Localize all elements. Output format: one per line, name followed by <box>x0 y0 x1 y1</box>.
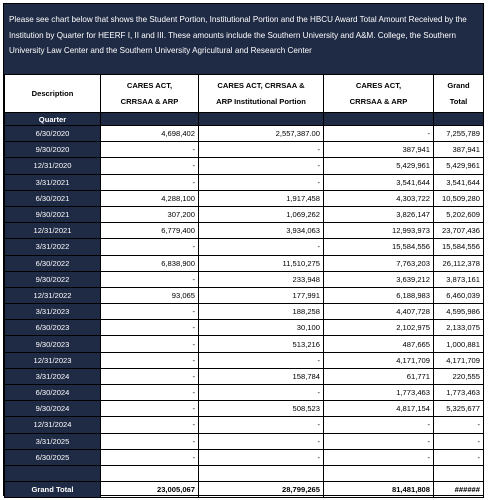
quarter-date-cell: 6/30/2022 <box>5 255 101 271</box>
grand-total-cell: 2,133,075 <box>434 320 484 336</box>
table-row <box>5 304 484 320</box>
grand-total-cell: 1,000,881 <box>434 336 484 352</box>
quarter-date-cell: 12/31/2021 <box>5 223 101 239</box>
student-portion-cell: - <box>101 368 199 384</box>
grand-total-cell: 4,171,709 <box>434 352 484 368</box>
grand-total-cell: 26,112,378 <box>434 255 484 271</box>
quarter-date-cell: 9/30/2022 <box>5 271 101 287</box>
table-row <box>5 174 484 190</box>
grand-total-cell: 5,429,961 <box>434 158 484 174</box>
hbcu-award-cell: - <box>324 126 434 142</box>
student-header-line2: CRRSAA & ARP <box>120 96 179 106</box>
table-row <box>5 433 484 449</box>
grand-total-cell: - <box>434 449 484 465</box>
quarter-date-cell: 3/31/2021 <box>5 174 101 190</box>
total-hbcu-cell: 81,481,808 <box>324 481 434 497</box>
institutional-portion-cell: 158,784 <box>199 368 324 384</box>
student-portion-cell: - <box>101 449 199 465</box>
grand-total-cell: 7,255,789 <box>434 126 484 142</box>
institutional-portion-cell: 3,934,063 <box>199 223 324 239</box>
student-portion-cell: - <box>101 239 199 255</box>
hbcu-award-cell: 4,817,154 <box>324 401 434 417</box>
student-portion-cell: - <box>101 174 199 190</box>
hbcu-award-cell: - <box>324 449 434 465</box>
grand-total-cell: 5,325,677 <box>434 401 484 417</box>
quarter-date-cell: 12/31/2024 <box>5 417 101 433</box>
institutional-portion-cell: 233,948 <box>199 271 324 287</box>
quarter-date-cell: 6/30/2020 <box>5 126 101 142</box>
hbcu-award-cell: 61,771 <box>324 368 434 384</box>
grand-total-cell: 220,555 <box>434 368 484 384</box>
quarter-date-cell: 3/31/2022 <box>5 239 101 255</box>
quarter-date-cell: 3/31/2023 <box>5 304 101 320</box>
student-portion-cell: - <box>101 142 199 158</box>
hbcu-award-cell: 2,102,975 <box>324 320 434 336</box>
grand-total-header <box>434 75 484 113</box>
institutional-portion-cell: - <box>199 417 324 433</box>
total-student-cell: 23,005,067 <box>101 481 199 497</box>
table-row <box>5 239 484 255</box>
blank-cell <box>434 465 484 481</box>
institutional-portion-cell: - <box>199 352 324 368</box>
institutional-portion-cell: 513,216 <box>199 336 324 352</box>
table-row <box>5 223 484 239</box>
institutional-portion-cell: - <box>199 142 324 158</box>
quarter-date-cell: 6/30/2025 <box>5 449 101 465</box>
student-portion-cell: - <box>101 385 199 401</box>
hbcu-award-cell: 4,171,709 <box>324 352 434 368</box>
table-row <box>5 287 484 303</box>
quarter-date-cell: 12/31/2022 <box>5 287 101 303</box>
institutional-header-line2: ARP Institutional Portion <box>216 96 306 106</box>
institutional-portion-cell: - <box>199 158 324 174</box>
student-portion-cell: - <box>101 304 199 320</box>
hbcu-award-cell: 387,941 <box>324 142 434 158</box>
grand-total-cell: - <box>434 417 484 433</box>
student-portion-cell: 93,065 <box>101 287 199 303</box>
table-row <box>5 401 484 417</box>
quarter-label-row <box>5 113 484 126</box>
quarter-date-cell: 12/31/2020 <box>5 158 101 174</box>
grand-total-cell: 15,584,556 <box>434 239 484 255</box>
student-portion-cell: - <box>101 336 199 352</box>
student-portion-cell: - <box>101 401 199 417</box>
hbcu-award-cell: 6,188,983 <box>324 287 434 303</box>
quarter-date-cell: 9/30/2023 <box>5 336 101 352</box>
table-row <box>5 271 484 287</box>
student-portion-cell: 307,200 <box>101 206 199 222</box>
grand-total-cell: 5,202,609 <box>434 206 484 222</box>
heerf-quarterly-table <box>4 74 484 498</box>
student-portion-cell: - <box>101 417 199 433</box>
institutional-portion-cell: - <box>199 449 324 465</box>
hbcu-award-cell: 12,993,973 <box>324 223 434 239</box>
table-row <box>5 255 484 271</box>
report-frame <box>3 3 484 496</box>
grand-total-cell: 6,460,039 <box>434 287 484 303</box>
quarter-row-cell <box>324 113 434 126</box>
quarter-date-cell: 9/30/2021 <box>5 206 101 222</box>
description-header: Description <box>5 75 101 113</box>
institutional-portion-cell: 188,258 <box>199 304 324 320</box>
grand-total-cell: - <box>434 433 484 449</box>
student-portion-cell: - <box>101 320 199 336</box>
quarter-row-cell <box>101 113 199 126</box>
header-row <box>5 75 484 113</box>
quarter-date-cell: 3/31/2024 <box>5 368 101 384</box>
quarter-date-cell: 9/30/2024 <box>5 401 101 417</box>
hbcu-award-cell: 3,826,147 <box>324 206 434 222</box>
table-row <box>5 206 484 222</box>
table-row <box>5 352 484 368</box>
table-row <box>5 142 484 158</box>
blank-cell <box>324 465 434 481</box>
table-row <box>5 126 484 142</box>
institutional-portion-cell: - <box>199 174 324 190</box>
grand-total-cell: 23,707,436 <box>434 223 484 239</box>
quarter-date-cell: 12/31/2023 <box>5 352 101 368</box>
grand-total-header-line2: Total <box>449 96 468 106</box>
quarter-date-cell: 6/30/2024 <box>5 385 101 401</box>
hbcu-award-cell: 3,639,212 <box>324 271 434 287</box>
blank-cell <box>101 465 199 481</box>
total-institutional-cell: 28,799,265 <box>199 481 324 497</box>
hbcu-header-line1: CARES ACT, <box>355 80 402 90</box>
table-row <box>5 158 484 174</box>
hbcu-award-cell: 487,665 <box>324 336 434 352</box>
student-portion-cell: 6,838,900 <box>101 255 199 271</box>
blank-cell <box>199 465 324 481</box>
institutional-portion-cell: - <box>199 385 324 401</box>
institutional-portion-cell: 11,510,275 <box>199 255 324 271</box>
student-portion-cell: 6,779,400 <box>101 223 199 239</box>
hbcu-award-cell: 15,584,556 <box>324 239 434 255</box>
institutional-portion-header <box>199 75 324 113</box>
total-grand-cell: ###### <box>434 481 484 497</box>
quarter-date-cell: 6/30/2023 <box>5 320 101 336</box>
table-row <box>5 417 484 433</box>
hbcu-award-cell: 1,773,463 <box>324 385 434 401</box>
institutional-portion-cell: 1,069,262 <box>199 206 324 222</box>
institutional-header-line1: CARES ACT, CRRSAA & <box>217 80 305 90</box>
institutional-portion-cell: 177,991 <box>199 287 324 303</box>
table-row <box>5 385 484 401</box>
grand-total-cell: 3,541,644 <box>434 174 484 190</box>
quarter-row-cell <box>199 113 324 126</box>
grand-total-cell: 387,941 <box>434 142 484 158</box>
hbcu-award-cell: 7,763,203 <box>324 255 434 271</box>
student-portion-cell: - <box>101 271 199 287</box>
quarter-date-cell: 6/30/2021 <box>5 190 101 206</box>
hbcu-award-cell: - <box>324 433 434 449</box>
quarter-date-cell: 3/31/2025 <box>5 433 101 449</box>
student-portion-cell: - <box>101 433 199 449</box>
hbcu-award-cell: 4,303,722 <box>324 190 434 206</box>
student-header-line1: CARES ACT, <box>126 80 173 90</box>
intro-text: Please see chart below that shows the Student Portion, Institutional Portion and the HBCU Award Total Amount Received by the Institution by Quarter for HEERF I, II and III. These amounts include the Southern University and A&M. College, the Southern University Law Center and the Southern University Agricultural and Research Center <box>4 4 483 74</box>
hbcu-award-cell: 3,541,644 <box>324 174 434 190</box>
table-row <box>5 336 484 352</box>
hbcu-award-header <box>324 75 434 113</box>
hbcu-award-cell: - <box>324 417 434 433</box>
hbcu-award-cell: 4,407,728 <box>324 304 434 320</box>
grand-total-cell: 10,509,280 <box>434 190 484 206</box>
quarter-row-cell <box>434 113 484 126</box>
grand-total-header-line1: Grand <box>447 80 470 90</box>
institutional-portion-cell: 30,100 <box>199 320 324 336</box>
grand-total-cell: 3,873,161 <box>434 271 484 287</box>
table-row <box>5 449 484 465</box>
student-portion-header <box>101 75 199 113</box>
table-row <box>5 320 484 336</box>
grand-total-cell: 1,773,463 <box>434 385 484 401</box>
blank-date-cell <box>5 465 101 481</box>
institutional-portion-cell: 2,557,387.00 <box>199 126 324 142</box>
grand-total-row <box>5 481 484 497</box>
student-portion-cell: - <box>101 158 199 174</box>
quarter-label: Quarter <box>5 113 101 126</box>
student-portion-cell: - <box>101 352 199 368</box>
blank-spacer-row <box>5 465 484 481</box>
institutional-portion-cell: 508,523 <box>199 401 324 417</box>
table-row <box>5 190 484 206</box>
grand-total-label: Grand Total <box>5 481 101 497</box>
student-portion-cell: 4,288,100 <box>101 190 199 206</box>
institutional-portion-cell: - <box>199 433 324 449</box>
institutional-portion-cell: - <box>199 239 324 255</box>
hbcu-award-cell: 5,429,961 <box>324 158 434 174</box>
table-row <box>5 368 484 384</box>
grand-total-cell: 4,595,986 <box>434 304 484 320</box>
institutional-portion-cell: 1,917,458 <box>199 190 324 206</box>
hbcu-header-line2: CRRSAA & ARP <box>349 96 408 106</box>
quarter-date-cell: 9/30/2020 <box>5 142 101 158</box>
student-portion-cell: 4,698,402 <box>101 126 199 142</box>
